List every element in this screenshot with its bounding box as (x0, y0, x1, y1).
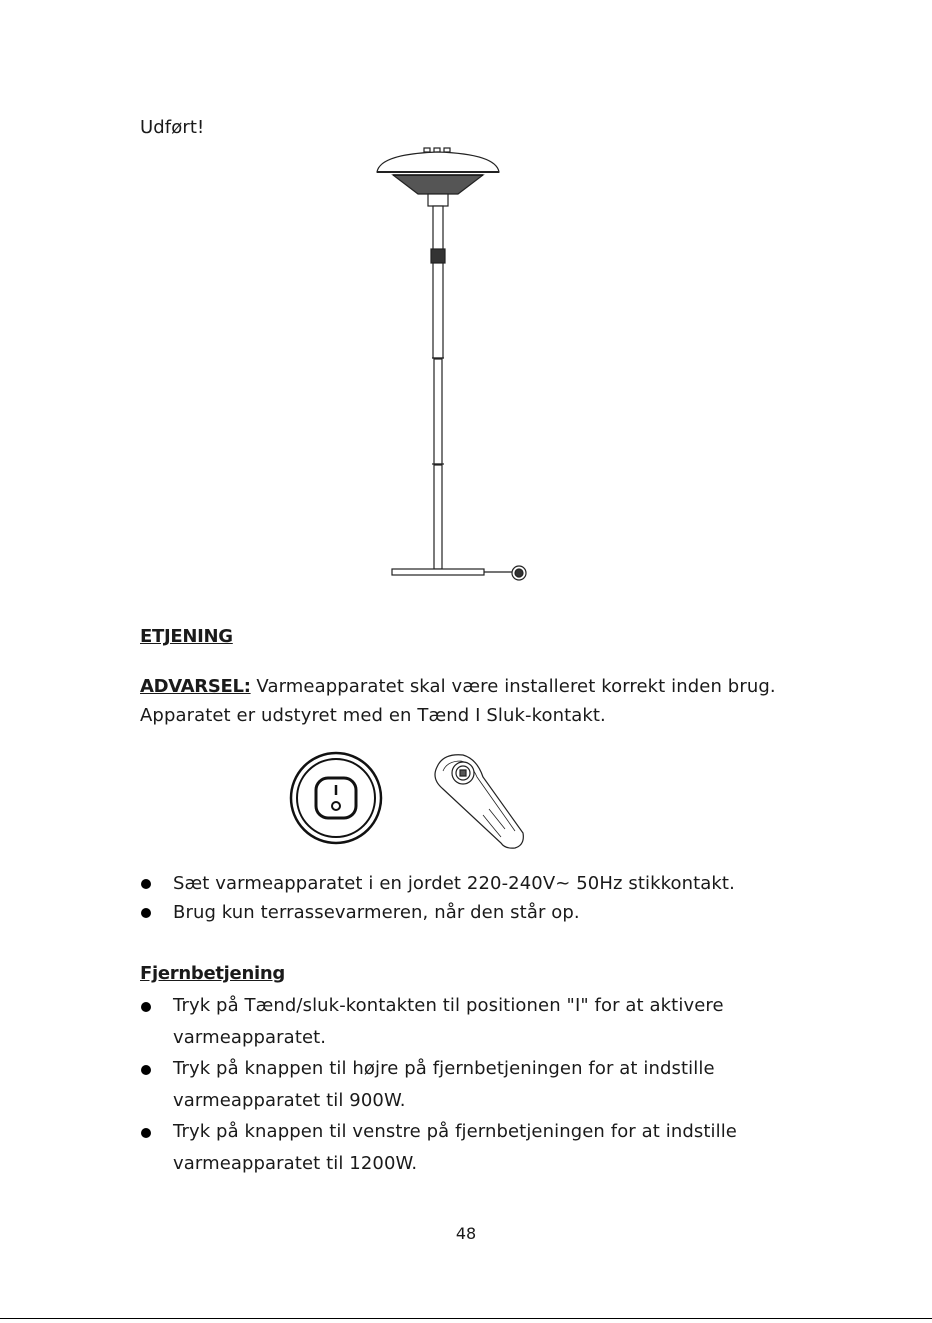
page-bottom-divider (0, 1318, 932, 1319)
list-item: Brug kun terrassevarmeren, når den står op. (173, 902, 580, 923)
bullet-dot (141, 879, 151, 889)
remote-heading: Fjernbetjening (140, 963, 285, 984)
patio-heater-illustration (0, 0, 932, 600)
list-item-continuation: varmeapparatet til 900W. (173, 1090, 406, 1111)
list-item-continuation: varmeapparatet til 1200W. (173, 1153, 418, 1174)
section-heading: ETJENING (140, 626, 233, 647)
list-item: Tryk på knappen til venstre på fjernbetjeningen for at indstille (173, 1121, 737, 1142)
remote-control-icon (425, 745, 535, 855)
bullet-dot (141, 1128, 151, 1138)
warning-line-1 (140, 676, 776, 698)
bullet-dot (141, 1065, 151, 1075)
list-item-continuation: varmeapparatet. (173, 1027, 327, 1048)
bullet-dot (141, 908, 151, 918)
list-item: Tryk på knappen til højre på fjernbetjeningen for at indstille (173, 1058, 715, 1079)
done-text: Udført! (140, 117, 205, 138)
power-switch-icon (288, 751, 388, 851)
bullet-dot (141, 1002, 151, 1012)
warning-text: Varmeapparatet skal være installeret korrekt inden brug. (250, 676, 776, 697)
warning-line-2: Apparatet er udstyret med en Tænd I Sluk-kontakt. (140, 705, 606, 726)
list-item: Sæt varmeapparatet i en jordet 220-240V~ 50Hz stikkontakt. (173, 873, 735, 894)
warning-label: ADVARSEL: (140, 676, 251, 697)
list-item: Tryk på Tænd/sluk-kontakten til positionen "I" for at aktivere (173, 995, 724, 1016)
page-number: 48 (455, 1224, 477, 1243)
